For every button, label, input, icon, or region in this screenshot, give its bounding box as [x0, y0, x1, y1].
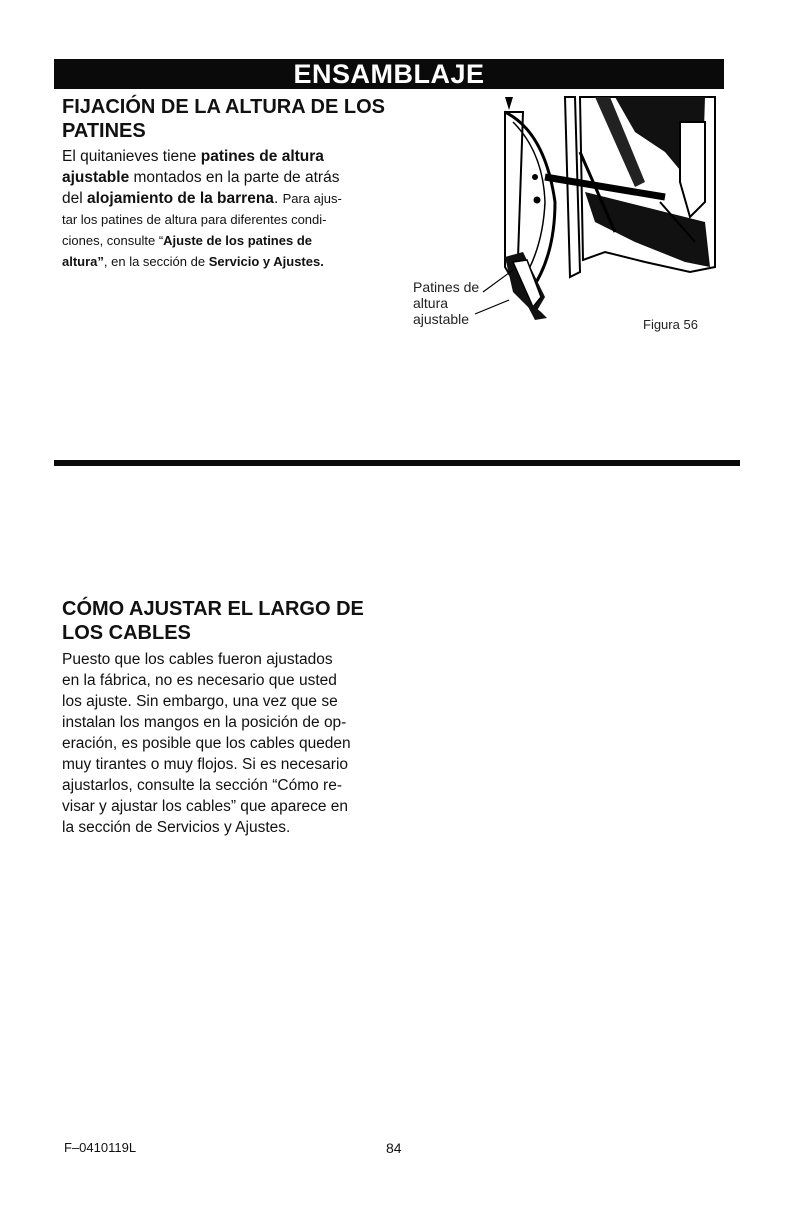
- snowthrower-skid-illustration: [405, 92, 725, 342]
- section-header-title: ENSAMBLAJE: [293, 59, 485, 89]
- section1-heading-line1: FIJACIÓN DE LA ALTURA DE LOS: [62, 96, 385, 118]
- figure-caption: Figura 56: [643, 317, 698, 332]
- page-number: 84: [386, 1140, 402, 1156]
- text-run: tar los patines de altura para diferentes condi-: [62, 212, 327, 227]
- section2-paragraph: [62, 649, 407, 838]
- callout-line3: ajustable: [413, 311, 470, 327]
- section2-heading: [62, 597, 364, 645]
- section-header-bar: [54, 59, 724, 89]
- bold-run: Ajuste de los patines de: [163, 233, 312, 248]
- bold-run: altura”: [62, 254, 104, 269]
- paragraph-line: instalan los mangos en la posición de op-: [62, 714, 347, 731]
- section1-paragraph: [62, 146, 402, 272]
- text-run: .: [273, 190, 283, 207]
- section1-heading: [62, 95, 385, 143]
- bold-run: alojamiento de la barrena: [87, 190, 274, 207]
- section1-heading-line2: PATINES: [62, 120, 146, 142]
- text-run: El quitanieves tiene: [62, 148, 201, 165]
- document-code: F–0410119L: [64, 1140, 137, 1155]
- section2-heading-line1: CÓMO AJUSTAR EL LARGO DE: [62, 598, 364, 620]
- callout-line1: Patines de: [413, 279, 480, 295]
- paragraph-line: visar y ajustar los cables” que aparece en: [62, 798, 349, 815]
- text-run: Para ajus-: [282, 191, 342, 206]
- bold-run: patines de altura: [200, 148, 324, 165]
- paragraph-line: los ajuste. Sin embargo, una vez que se: [62, 693, 338, 710]
- paragraph-line: ajustarlos, consulte la sección “Cómo re-: [62, 777, 342, 794]
- bold-run: ajustable: [62, 169, 130, 186]
- paragraph-line: muy tirantes o muy flojos. Si es necesario: [62, 756, 349, 773]
- callout-line2: altura: [413, 295, 449, 311]
- paragraph-line: Puesto que los cables fueron ajustados: [62, 651, 333, 668]
- section-divider: [54, 460, 740, 466]
- text-run: , en la sección de: [103, 254, 209, 269]
- section2-heading-line2: LOS CABLES: [62, 622, 191, 644]
- text-run: montados en la parte de atrás: [129, 169, 340, 186]
- text-run: del: [62, 190, 87, 207]
- paragraph-line: eración, es posible que los cables queden: [62, 735, 351, 752]
- text-run: ciones, consulte “: [62, 233, 164, 248]
- figure-56: [405, 92, 725, 342]
- bold-run: Servicio y Ajustes.: [208, 254, 324, 269]
- paragraph-line: la sección de Servicios y Ajustes.: [62, 819, 291, 836]
- paragraph-line: en la fábrica, no es necesario que usted: [62, 672, 337, 689]
